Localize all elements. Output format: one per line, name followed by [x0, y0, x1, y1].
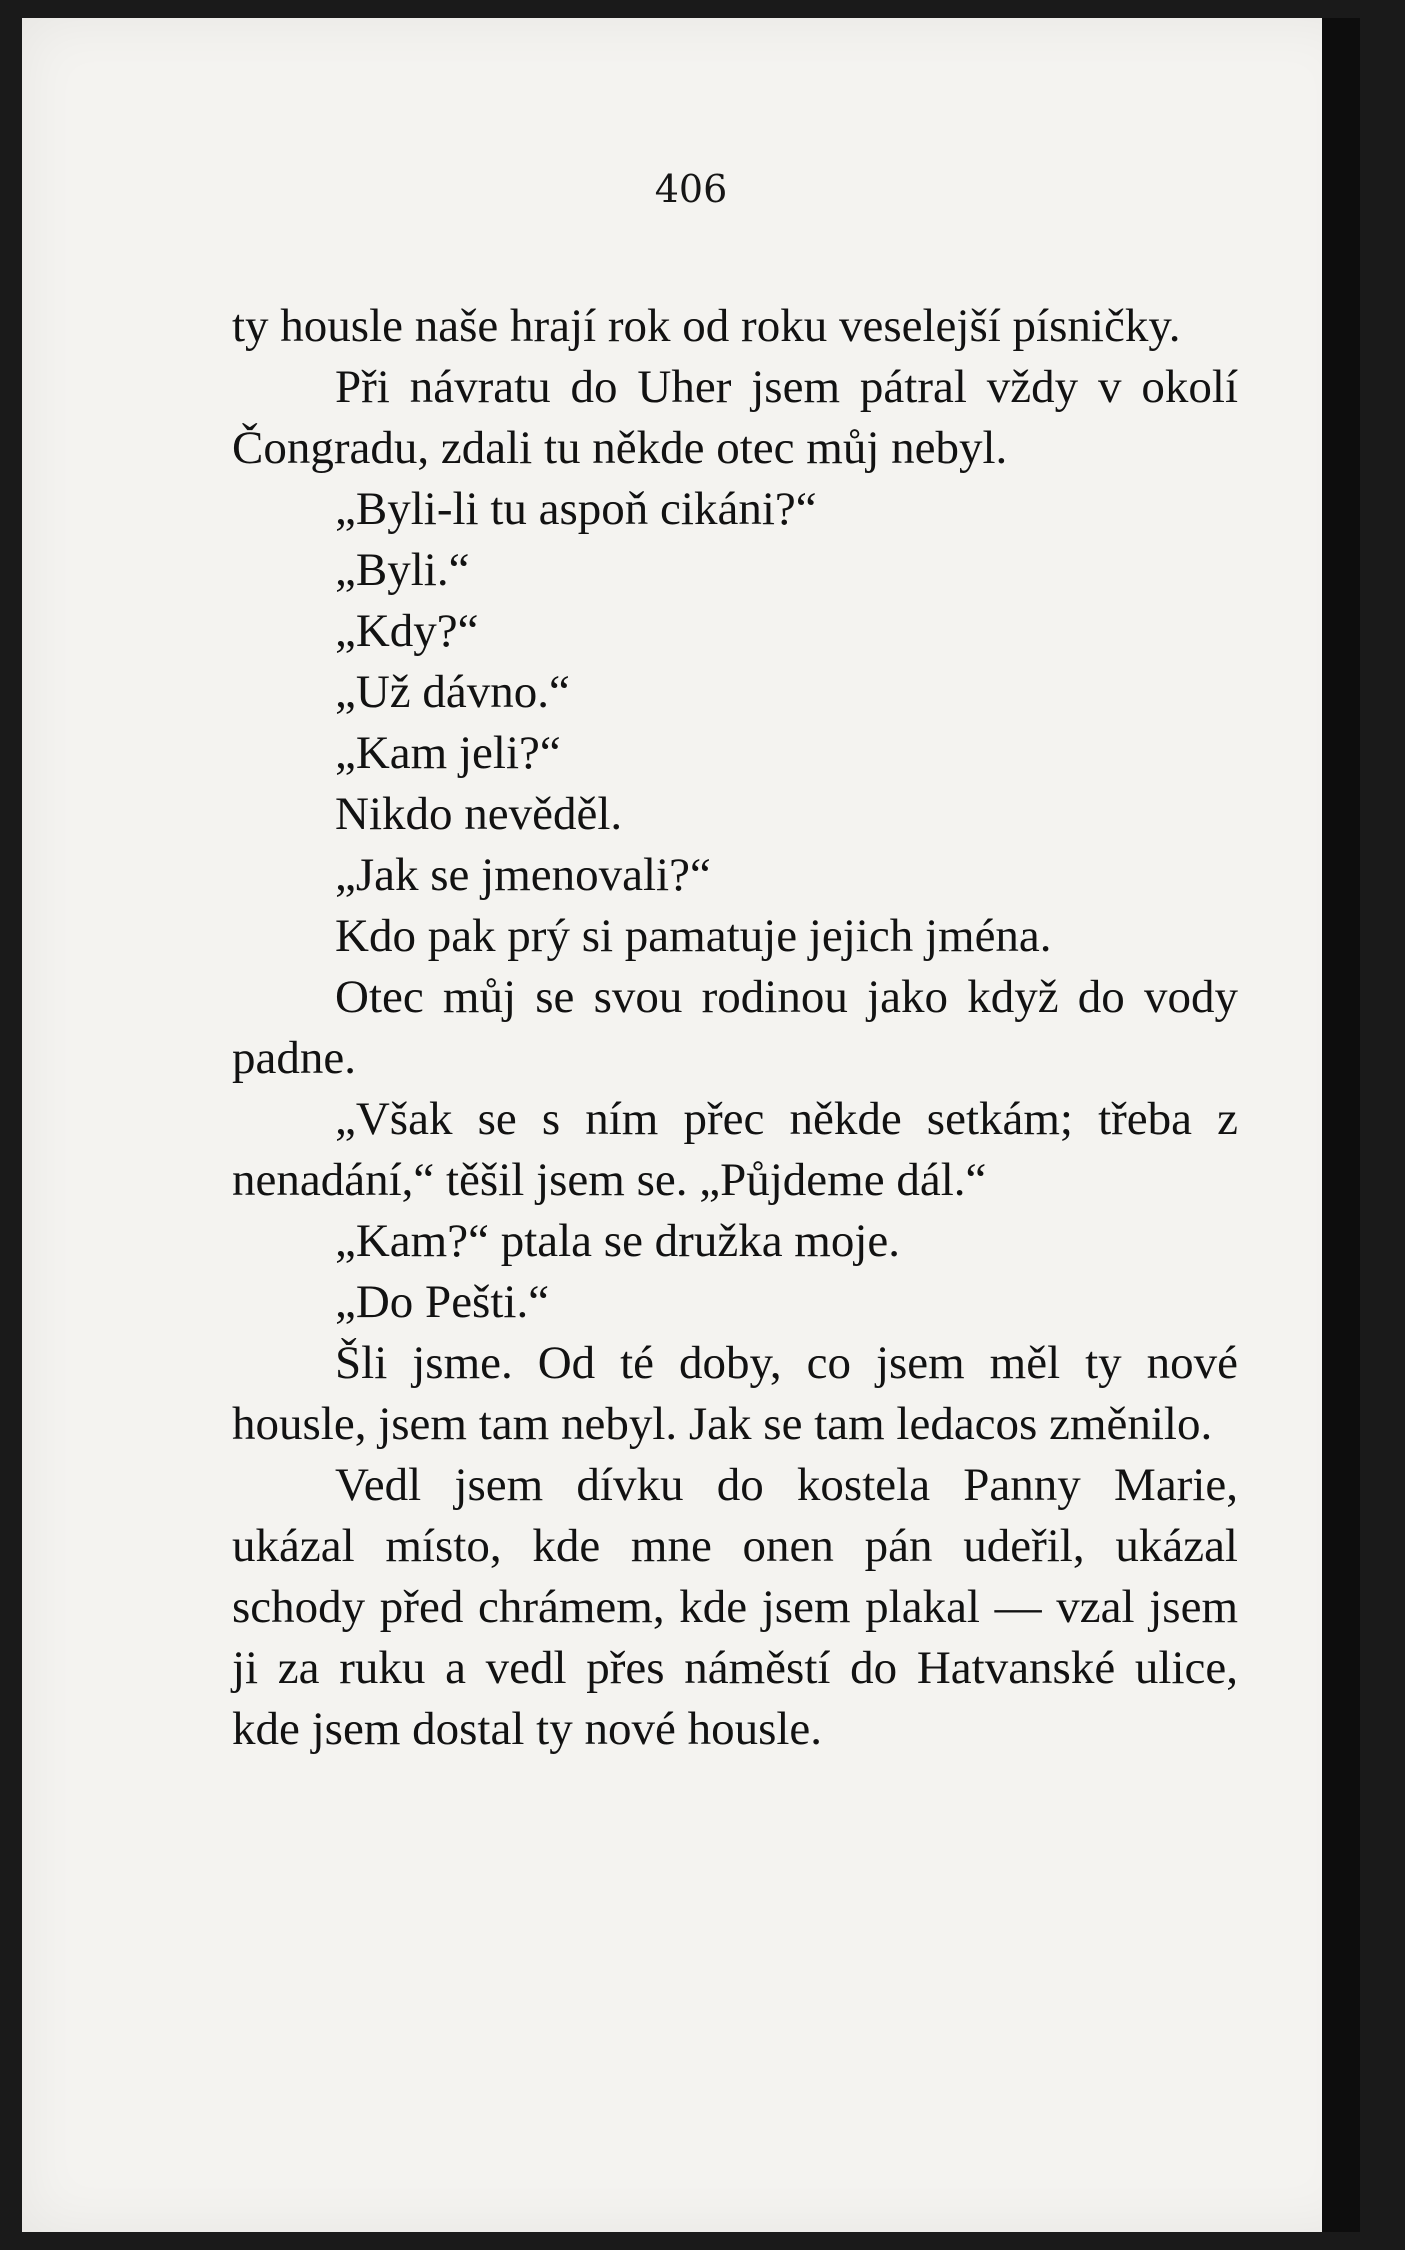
paragraph: Vedl jsem dívku do kostela Panny Marie, ukázal místo, kde mne onen pán udeřil, ukázal schody před chrámem, kde jsem plakal — vzal jsem ji za ruku a vedl přes náměstí do Hatvanské ulice, kde jsem dostal ty nové housle. [232, 1459, 1238, 1755]
paragraph: „Byli.“ [335, 544, 470, 596]
paragraph: „Kam?“ ptala se družka moje. [335, 1215, 901, 1267]
page-number: 406 [654, 167, 728, 211]
paragraph: „Však se s ním přec někde setkám; třeba z nenadání,“ těšil jsem se. „Půjdeme dál.“ [232, 1093, 1238, 1206]
paragraph: „Už dávno.“ [335, 666, 570, 718]
book-page [22, 18, 1360, 2232]
paragraph: „Kam jeli?“ [335, 727, 561, 779]
paragraph: Šli jsme. Od té doby, co jsem měl ty nové housle, jsem tam nebyl. Jak se tam ledacos změnilo. [232, 1337, 1238, 1450]
paragraph: „Kdy?“ [335, 605, 479, 657]
paragraph: Při návratu do Uher jsem pátral vždy v okolí Čongradu, zdali tu někde otec můj nebyl. [232, 361, 1238, 474]
paragraph: „Byli-li tu aspoň cikáni?“ [335, 483, 817, 535]
paragraph: Nikdo nevěděl. [335, 788, 623, 840]
paragraph: Otec můj se svou rodinou jako když do vody padne. [232, 971, 1238, 1084]
body-text [232, 296, 1238, 1760]
paragraph: „Jak se jmenovali?“ [335, 849, 711, 901]
page-edge-shadow [1322, 18, 1360, 2232]
paragraph: Kdo pak prý si pamatuje jejich jména. [335, 910, 1052, 962]
paragraph: „Do Pešti.“ [335, 1276, 550, 1328]
paragraph: ty housle naše hrají rok od roku veselejší písničky. [232, 300, 1181, 352]
